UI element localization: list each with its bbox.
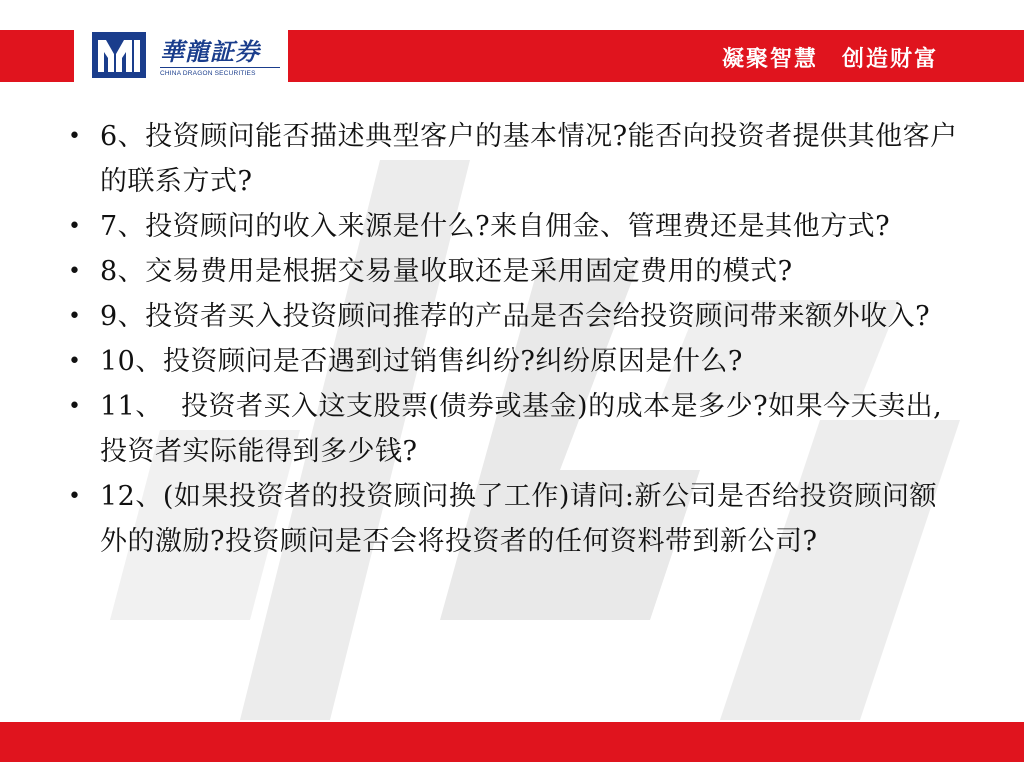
footer-red-bar: [0, 722, 1024, 762]
bullet-dot-icon: •: [68, 394, 82, 419]
list-item-text: 12、(如果投资者的投资顾问换了工作)请问:新公司是否给投资顾问额外的激励?投资顾问是否会将投资者的任何资料带到新公司?: [100, 481, 938, 557]
list-item: [64, 249, 964, 294]
bullet-dot-icon: •: [68, 349, 82, 374]
company-logo: [74, 20, 288, 90]
slogan-part-1: 凝聚智慧: [722, 47, 819, 72]
slogan: [722, 42, 938, 73]
header: [0, 0, 1024, 96]
logo-english-name: CHINA DRAGON SECURITIES: [160, 70, 256, 77]
list-item-text: 7、投资顾问的收入来源是什么?来自佣金、管理费还是其他方式?: [100, 211, 891, 242]
bullet-dot-icon: •: [68, 259, 82, 284]
list-item-text: 11、 投资者买入这支股票(债券或基金)的成本是多少?如果今天卖出,投资者实际能得到多少钱?: [100, 391, 943, 467]
logo-mark-icon: [92, 32, 146, 78]
list-item: [64, 339, 964, 384]
slide-content: [64, 114, 964, 564]
list-item: [64, 474, 964, 564]
bullet-dot-icon: •: [68, 124, 82, 149]
list-item: [64, 204, 964, 249]
list-item-text: 8、交易费用是根据交易量收取还是采用固定费用的模式?: [100, 256, 793, 287]
list-item-text: 6、投资顾问能否描述典型客户的基本情况?能否向投资者提供其他客户的联系方式?: [100, 121, 958, 197]
list-item-text: 10、投资顾问是否遇到过销售纠纷?纠纷原因是什么?: [100, 346, 743, 377]
list-item: [64, 384, 964, 474]
list-item: [64, 114, 964, 204]
bullet-dot-icon: •: [68, 484, 82, 509]
bullet-dot-icon: •: [68, 214, 82, 239]
bullet-dot-icon: •: [68, 304, 82, 329]
logo-chinese-name: 華龍証券: [160, 37, 260, 66]
list-item-text: 9、投资者买入投资顾问推荐的产品是否会给投资顾问带来额外收入?: [100, 301, 931, 332]
list-item: [64, 294, 964, 339]
slogan-part-2: 创造财富: [842, 47, 939, 72]
logo-divider: [160, 67, 280, 68]
question-list: [64, 114, 964, 564]
